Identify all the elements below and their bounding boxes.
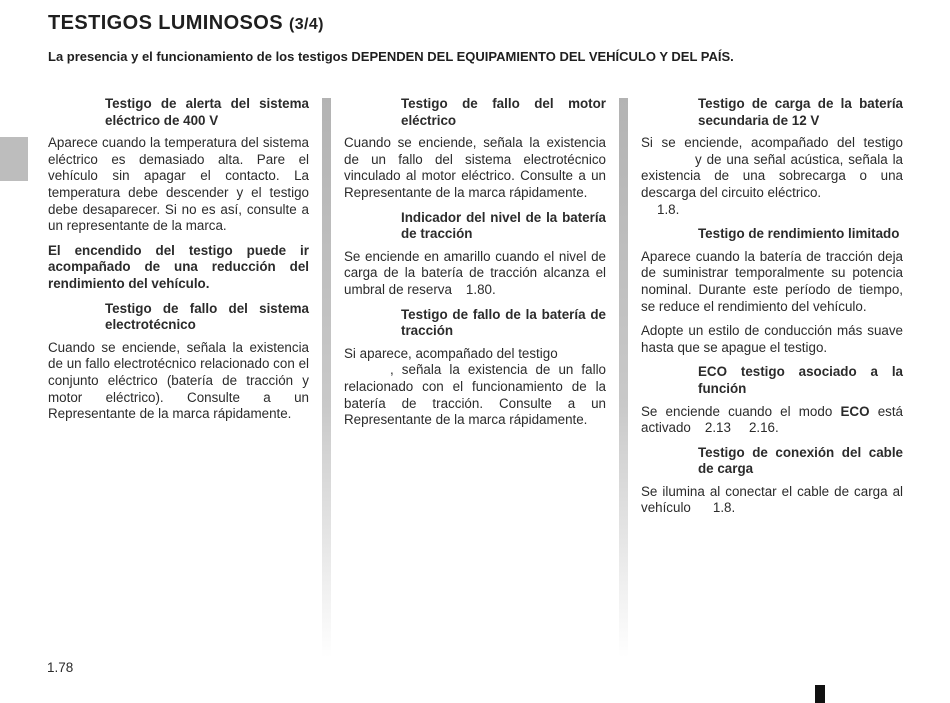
- column-divider-1: [322, 98, 331, 658]
- paragraph-12v-battery: [641, 135, 903, 218]
- eco-text-b: está activado: [641, 403, 903, 436]
- page-ref-1-8b: 1.8.: [712, 500, 736, 516]
- page-ref-1-8: 1.8.: [657, 201, 680, 217]
- paragraph-eco: [641, 404, 903, 437]
- page-subtitle: La presencia y el funcionamiento de los testigos DEPENDEN DEL EQUIPAMIENTO DEL VEHÍCULO Y DEL PAÍS.: [48, 49, 734, 64]
- battery-fault-text-b: , señala la existencia de un fallo relacionado con el funcionamiento de la batería de tracción. Consulte a un Representante de la marca rápidamente.: [344, 362, 606, 428]
- paragraph-electrotechnical-fault: Cuando se enciende, señala la existencia de un fallo electrotécnico relacionado con el conjunto eléctrico (batería de tracción y motor eléctrico). Consulte a un Representante de la marca rápidamente.: [48, 339, 309, 422]
- paragraph-battery-level: [344, 249, 606, 299]
- paragraph-battery-fault: [344, 346, 606, 429]
- column-2: [344, 96, 606, 437]
- title-part: (3/4): [288, 16, 324, 33]
- battery-level-text: Se enciende en amarillo cuando el nivel de carga de la batería de tracción alcanza el umbral de reserva: [344, 248, 606, 297]
- heading-charging-cable: Testigo de conexión del cable de carga: [698, 444, 903, 477]
- heading-limited-performance: Testigo de rendimiento limitado: [698, 226, 900, 242]
- heading-battery-fault: Testigo de fallo de la batería de tracción: [401, 306, 606, 339]
- column-3: [641, 96, 903, 525]
- paragraph-charging-cable: [641, 484, 903, 517]
- page-ref-1-80: 1.80.: [465, 281, 496, 297]
- page-ref-2-16: 2.16.: [748, 420, 779, 436]
- heading-electrotechnical-fault: Testigo de fallo del sistema electrotécnico: [105, 300, 309, 333]
- column-divider-2: [619, 98, 628, 658]
- corner-mark: [815, 685, 825, 703]
- battery-fault-text-a: Si aparece, acompañado del testigo: [344, 345, 558, 361]
- section-tab: [0, 137, 28, 181]
- page-title: [48, 12, 324, 35]
- eco-text-a: Se enciende cuando el modo: [641, 403, 833, 419]
- heading-motor-fault: Testigo de fallo del motor eléctrico: [401, 96, 606, 128]
- page-number: 1.78: [47, 660, 74, 675]
- eco-label: ECO: [840, 403, 870, 419]
- paragraph-400v-warning: El encendido del testigo puede ir acompañado de una reducción del rendimiento del vehículo.: [48, 242, 309, 291]
- paragraph-400v-alert: Aparece cuando la temperatura del sistema eléctrico es demasiado alta. Pare el vehículo sin apagar el contacto. La temperatura debe descender y el testigo debe desaparecer. Si no es así, consulte a un representante de la marca.: [48, 135, 309, 234]
- column-1: [48, 96, 309, 431]
- heading-400v-alert: Testigo de alerta del sistema eléctrico de 400 V: [105, 96, 309, 128]
- battery-12v-text-b: y de una señal acústica, señala la existencia de una sobrecarga o una descarga del circuito eléctrico.: [641, 151, 903, 200]
- battery-12v-text-a: Si se enciende, acompañado del testigo: [641, 135, 903, 151]
- paragraph-limited-performance: Aparece cuando la batería de tracción deja de suministrar temporalmente su potencia nominal. Durante este período de tiempo, se reduce el rendimiento del vehículo.: [641, 248, 903, 314]
- title-text: TESTIGOS LUMINOSOS: [48, 12, 283, 34]
- charging-cable-text: Se ilumina al conectar el cable de carga al vehículo: [641, 483, 903, 516]
- paragraph-driving-style: Adopte un estilo de conducción más suave hasta que se apague el testigo.: [641, 323, 903, 355]
- heading-battery-level: Indicador del nivel de la batería de tracción: [401, 209, 606, 242]
- paragraph-motor-fault: Cuando se enciende, señala la existencia de un fallo del sistema electrotécnico vinculado al motor eléctrico. Consulte a un Representante de la marca rápidamente.: [344, 135, 606, 200]
- page-ref-2-13: 2.13: [704, 420, 731, 436]
- heading-eco: ECO testigo asociado a la función: [698, 364, 903, 396]
- heading-12v-battery: Testigo de carga de la batería secundaria de 12 V: [698, 96, 903, 128]
